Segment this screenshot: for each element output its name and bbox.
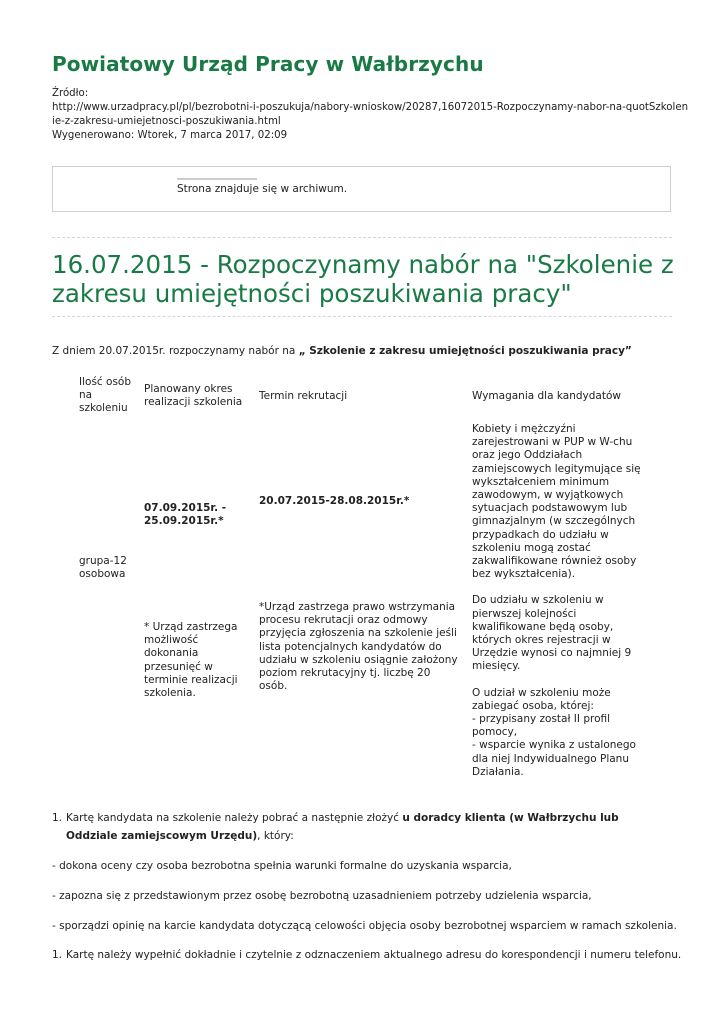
- dash-point-2: - zapozna się z przedstawionym przez osobę bezrobotną uzasadnieniem potrzeby udzielenia wsparcia,: [52, 890, 592, 902]
- list-number: 1.: [52, 812, 63, 824]
- period-dates: [144, 502, 244, 528]
- list-number: 1.: [52, 949, 63, 961]
- requirement-education: Kobiety i mężczyźni zarejestrowani w PUP w W-chu oraz jego Oddziałach zamiejscowych legitymujące się wykształceniem minimum zawodowym, w wyjątkowych sytuacjach podstawowym lub gimnazjalnym (w szczególnych przypadkach do udziału w szkoleniu mogą zostać zakwalifikowane również osoby bez wykształcenia).: [472, 423, 641, 581]
- header-recruitment: Termin rekrutacji: [259, 390, 348, 402]
- requirements-cell: [472, 423, 652, 792]
- requirement-profile-lead: O udział w szkoleniu może zabiegać osoba, której:: [472, 686, 611, 712]
- period-note: * Urząd zastrzega możliwość dokonania przesunięć w terminie realizacji szkolenia.: [144, 621, 238, 700]
- dashed-divider-bottom: [52, 316, 672, 317]
- archive-divider: [177, 178, 257, 180]
- header-period: Planowany okres realizacji szkolenia: [144, 383, 243, 409]
- source-url-line-1[interactable]: http://www.urzadpracy.pl/pl/bezrobotni-i-poszukuja/nabory-wnioskow/20287,16072015-Rozpoczynamy-nabor-na-quotSzkolen: [52, 102, 689, 113]
- generated-date: Wygenerowano: Wtorek, 7 marca 2017, 02:09: [52, 130, 288, 141]
- header-count: Ilość osób na szkoleniu: [79, 376, 132, 415]
- archive-notice-box: [52, 166, 671, 212]
- dashed-divider-top: [52, 237, 672, 238]
- recruitment-note: *Urząd zastrzega prawo wstrzymania procesu rekrutacji oraz odmowy przyjęcia zgłoszenia na szkolenie jeśli lista potencjalnych kandydatów do udziału w szkoleniu osiągnie założony poziom rekrutacyjny tj. liczbę 20 osób.: [259, 601, 458, 693]
- dash-point-3: - sporządzi opinię na karcie kandydata dotyczącą celowości objęcia osoby bezrobotnej wsparciem w ramach szkolenia.: [52, 920, 677, 932]
- intro-text: Z dniem 20.07.2015r. rozpoczynamy nabór na: [52, 345, 299, 357]
- archive-notice-text: Strona znajduje się w archiwum.: [177, 183, 348, 195]
- requirement-profile: [472, 687, 652, 779]
- site-title: Powiatowy Urząd Pracy w Wałbrzychu: [52, 52, 484, 76]
- list-item-1-text: Kartę kandydata na szkolenie należy pobrać a następnie złożyć: [66, 812, 403, 824]
- list-item-1-bold: u doradcy klienta (w Wałbrzychu lub Oddziale zamiejscowym Urzędu): [66, 812, 619, 842]
- list-item-2-text: Kartę należy wypełnić dokładnie i czytelnie z odznaczeniem aktualnego adresu do korespondencji i numeru telefonu.: [66, 949, 682, 961]
- source-url-line-2[interactable]: ie-z-zakresu-umiejetnosci-poszukiwania.html: [52, 116, 281, 127]
- source-meta: [52, 87, 689, 143]
- requirement-profile-b: - wsparcie wynika z ustalonego dla niej Indywidualnego Planu Działania.: [472, 739, 636, 778]
- list-item-1-suffix: , który:: [257, 830, 294, 842]
- dash-point-1: - dokona oceny czy osoba bezrobotna spełnia warunki formalne do uzyskania wsparcia,: [52, 860, 512, 872]
- group-size: grupa-12 osobowa: [79, 555, 127, 581]
- period-dates-text: 07.09.2015r. - 25.09.2015r.*: [144, 502, 227, 528]
- source-label: Źródło:: [52, 88, 89, 99]
- article-intro: [52, 345, 632, 357]
- requirement-profile-a: - przypisany został II profil pomocy,: [472, 713, 611, 739]
- header-requirements: Wymagania dla kandydatów: [472, 390, 621, 402]
- requirement-registration: Do udziału w szkoleniu w pierwszej kolejności kwalifikowane będą osoby, których okres rejestracji w Urzędzie wynosi co najmniej 9 miesięcy.: [472, 594, 632, 673]
- list-item-1-body: [66, 809, 652, 845]
- article-title: 16.07.2015 - Rozpoczynamy nabór na "Szkolenie z zakresu umiejętności poszukiwania pracy": [52, 250, 674, 308]
- recruitment-dates-text: 20.07.2015-28.08.2015r.*: [259, 495, 410, 507]
- recruitment-dates: [259, 495, 459, 508]
- intro-course-name: „ Szkolenie z zakresu umiejętności poszukiwania pracy”: [298, 345, 632, 357]
